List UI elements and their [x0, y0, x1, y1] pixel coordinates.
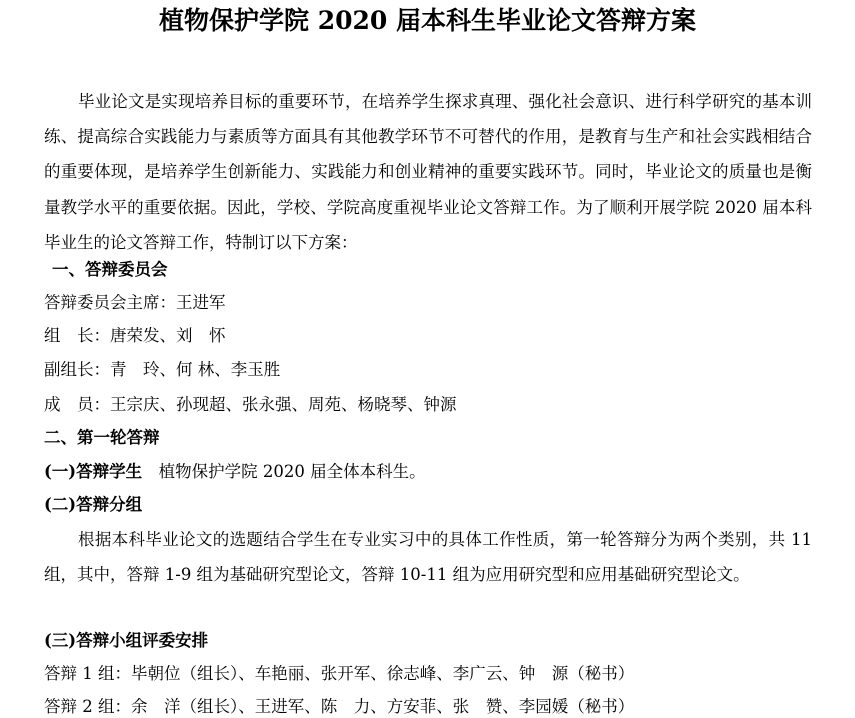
- committee-leader: 组 长：唐荣发、刘 怀: [44, 326, 226, 345]
- students-text: 植物保护学院 2020 届全体本科生。: [142, 462, 426, 481]
- grouping-paragraph: 根据本科毕业论文的选题结合学生在专业实习中的具体工作性质，第一轮答辩分为两个类别，共 11 组，其中，答辩 1-9 组为基础研究型论文，答辩 10-11 组为应用研究型和应用基础研究型论文。: [44, 530, 812, 585]
- section-heading-committee: 一、答辩委员会: [52, 260, 168, 279]
- committee-chair: 答辩委员会主席：王进军: [44, 293, 226, 312]
- panel-group-1: 答辩 1 组：毕朝位（组长）、车艳丽、张开军、徐志峰、李广云、钟 源（秘书）: [44, 664, 635, 683]
- committee-deputy: 副组长：青 玲、何 林、李玉胜: [44, 360, 281, 379]
- students-line: [44, 461, 426, 483]
- intro-paragraph: 毕业论文是实现培养目标的重要环节，在培养学生探求真理、强化社会意识、进行科学研究的基本训练、提高综合实践能力与素质等方面具有其他教学环节不可替代的作用，是教育与生产和社会实践相结合的重要体现，是培养学生创新能力、实践能力和创业精神的重要实践环节。同时，毕业论文的质量也是衡量教学水平的重要依据。因此，学校、学院高度重视毕业论文答辩工作。为了顺利开展学院 2020 届本科毕业生的论文答辩工作，特制订以下方案：: [44, 92, 812, 252]
- panel-label: (三)答辩小组评委安排: [44, 631, 209, 650]
- section-heading-first-round: 二、第一轮答辩: [44, 428, 160, 447]
- panel-group-2: 答辩 2 组：余 洋（组长）、王进军、陈 力、方安菲、张 赞、李园媛（秘书）: [44, 697, 635, 716]
- students-label: (一)答辩学生: [44, 462, 143, 481]
- grouping-label: (二)答辩分组: [44, 495, 143, 514]
- document-title: 植物保护学院 2020 届本科生毕业论文答辩方案: [159, 6, 696, 35]
- committee-members: 成 员：王宗庆、孙现超、张永强、周苑、杨晓琴、钟源: [44, 395, 457, 414]
